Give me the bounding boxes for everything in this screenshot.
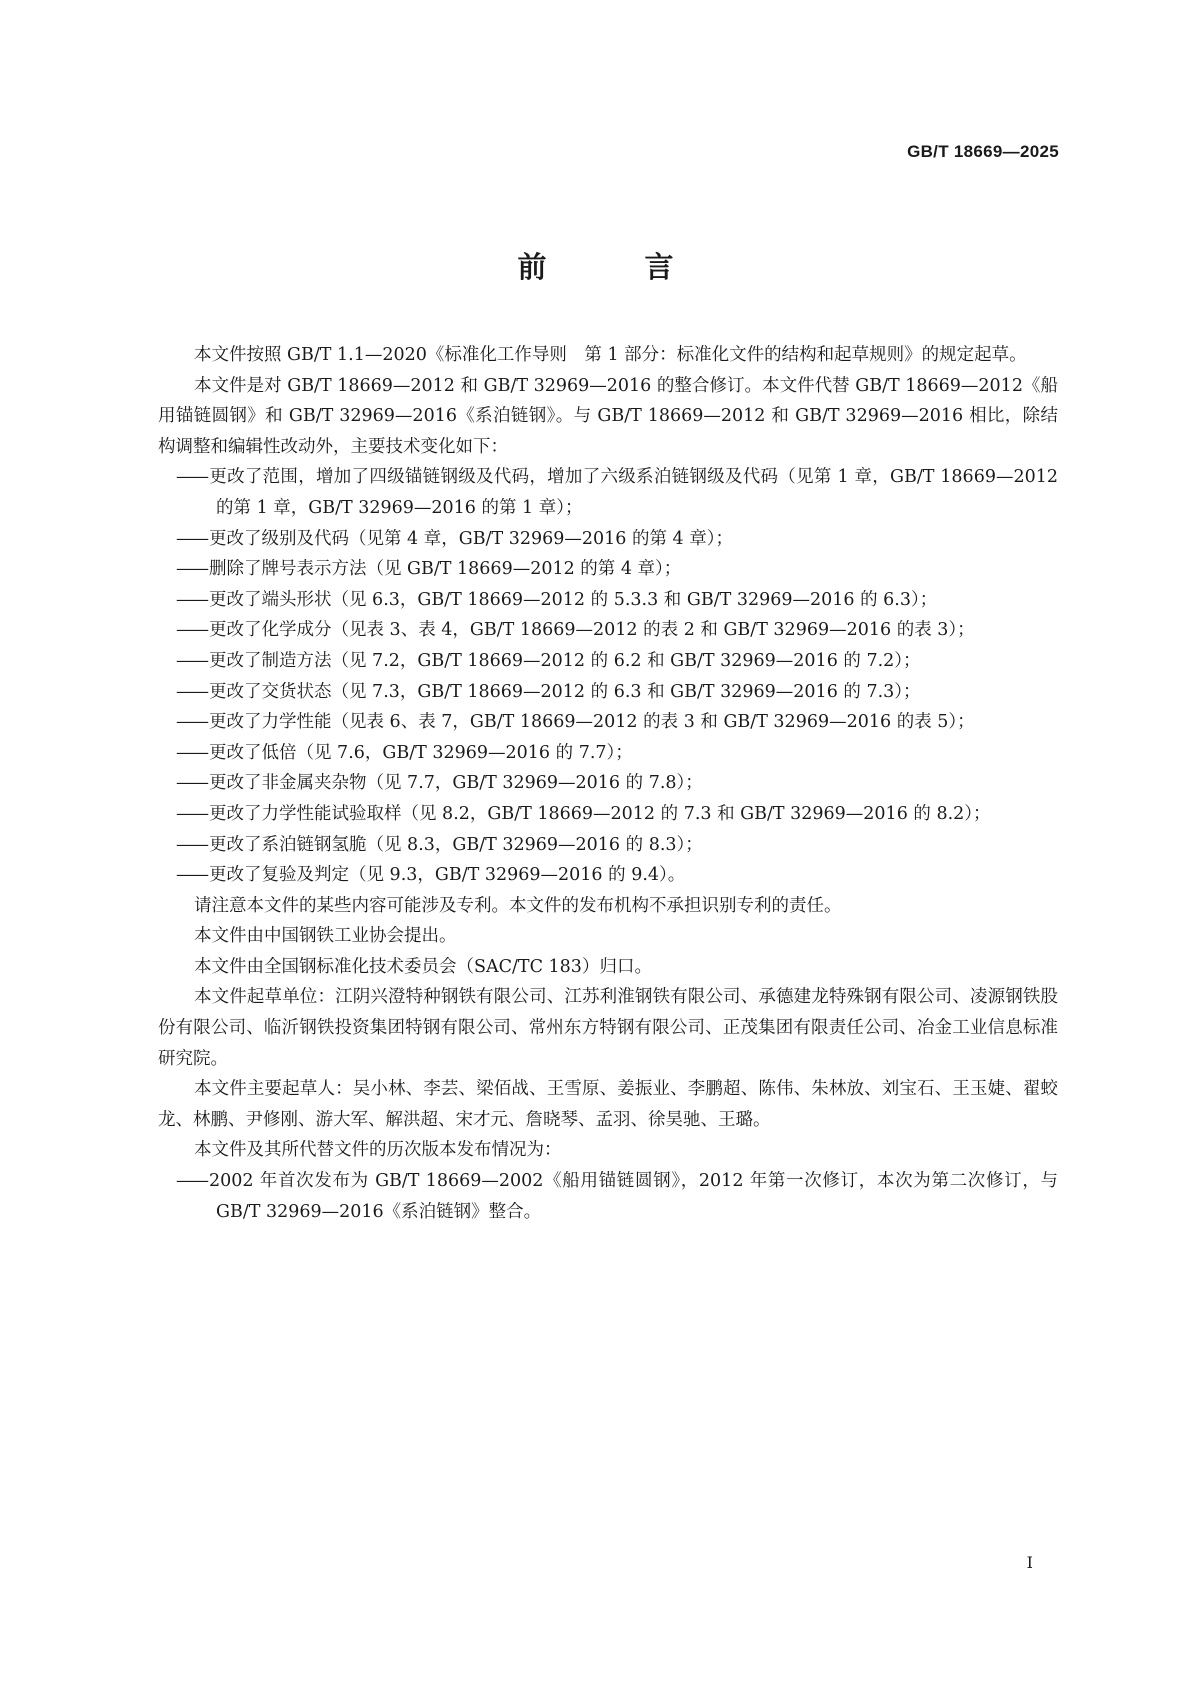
change-item: —— 更改了制造方法（见 7.2，GB/T 18669—2012 的 6.2 和 GB/T 32969—2016 的 7.2）；	[158, 646, 1058, 677]
standard-number: GB/T 18669—2025	[907, 142, 1059, 161]
change-item: —— 更改了力学性能（见表 6、表 7，GB/T 18669—2012 的表 3 和 GB/T 32969—2016 的表 5）；	[158, 707, 1058, 738]
paragraph: 本文件按照 GB/T 1.1—2020《标准化工作导则 第 1 部分：标准化文件的结构和起草规则》的规定起草。	[194, 345, 1027, 365]
committee-paragraph: 本文件由全国钢标准化技术委员会（SAC/TC 183）归口。	[194, 956, 652, 977]
paragraph: 本文件是对 GB/T 18669—2012 和 GB/T 32969—2016 的整合修订。本文件代替 GB/T 18669—2012《船用锚链圆钢》和 GB/T 32969—2016《系泊链钢》。与 GB/T 18669—2012 和 GB/T 32969—2016 相比，除结构调整和编辑性改动外，主要技术变化如下：	[158, 375, 1058, 457]
change-item: —— 更改了力学性能试验取样（见 8.2，GB/T 18669—2012 的 7.3 和 GB/T 32969—2016 的 8.2）；	[158, 799, 1058, 830]
page-title: 前 言	[517, 250, 718, 284]
change-item: —— 更改了非金属夹杂物（见 7.7，GB/T 32969—2016 的 7.8）；	[158, 768, 1058, 799]
change-item: —— 更改了范围，增加了四级锚链钢级及代码，增加了六级系泊链钢级及代码（见第 1 章，GB/T 18669—2012 的第 1 章，GB/T 32969—2016 的第 1 章）；	[158, 462, 1058, 523]
history-intro: 本文件及其所代替文件的历次版本发布情况为：	[194, 1140, 562, 1161]
change-item: —— 更改了系泊链钢氢脆（见 8.3，GB/T 32969—2016 的 8.3）；	[158, 830, 1058, 861]
change-item: —— 删除了牌号表示方法（见 GB/T 18669—2012 的第 4 章）；	[158, 554, 1058, 585]
patent-notice: 请注意本文件的某些内容可能涉及专利。本文件的发布机构不承担识别专利的责任。	[194, 895, 842, 916]
page-number: I	[1026, 1553, 1033, 1572]
change-item: —— 更改了化学成分（见表 3、表 4，GB/T 18669—2012 的表 2 和 GB/T 32969—2016 的表 3）；	[158, 615, 1058, 646]
drafters-paragraph: 本文件主要起草人：吴小林、李芸、梁佰战、王雪原、姜振业、李鹏超、陈伟、朱林放、刘宝石、王玉婕、翟蛟龙、林鹏、尹修刚、游大军、解洪超、宋才元、詹晓琴、孟羽、徐昊驰、王璐。	[158, 1079, 1058, 1130]
change-item: —— 更改了复验及判定（见 9.3，GB/T 32969—2016 的 9.4）。	[158, 860, 1058, 891]
change-item: —— 更改了端头形状（见 6.3，GB/T 18669—2012 的 5.3.3 和 GB/T 32969—2016 的 6.3）；	[158, 585, 1058, 616]
change-item: —— 更改了低倍（见 7.6，GB/T 32969—2016 的 7.7）；	[158, 738, 1058, 769]
drafting-units-paragraph: 本文件起草单位：江阴兴澄特种钢铁有限公司、江苏利淮钢铁有限公司、承德建龙特殊钢有限公司、凌源钢铁股份有限公司、临沂钢铁投资集团特钢有限公司、常州东方特钢有限公司、正茂集团有限责任公司、冶金工业信息标准研究院。	[158, 987, 1058, 1069]
foreword-body	[158, 340, 1058, 1227]
history-item: —— 2002 年首次发布为 GB/T 18669—2002《船用锚链圆钢》，2012 年第一次修订，本次为第二次修订，与 GB/T 32969—2016《系泊链钢》整合。	[158, 1166, 1058, 1227]
change-item: —— 更改了级别及代码（见第 4 章，GB/T 32969—2016 的第 4 章）；	[158, 524, 1058, 555]
proposer-paragraph: 本文件由中国钢铁工业协会提出。	[194, 926, 457, 947]
change-item: —— 更改了交货状态（见 7.3，GB/T 18669—2012 的 6.3 和 GB/T 32969—2016 的 7.3）；	[158, 677, 1058, 708]
